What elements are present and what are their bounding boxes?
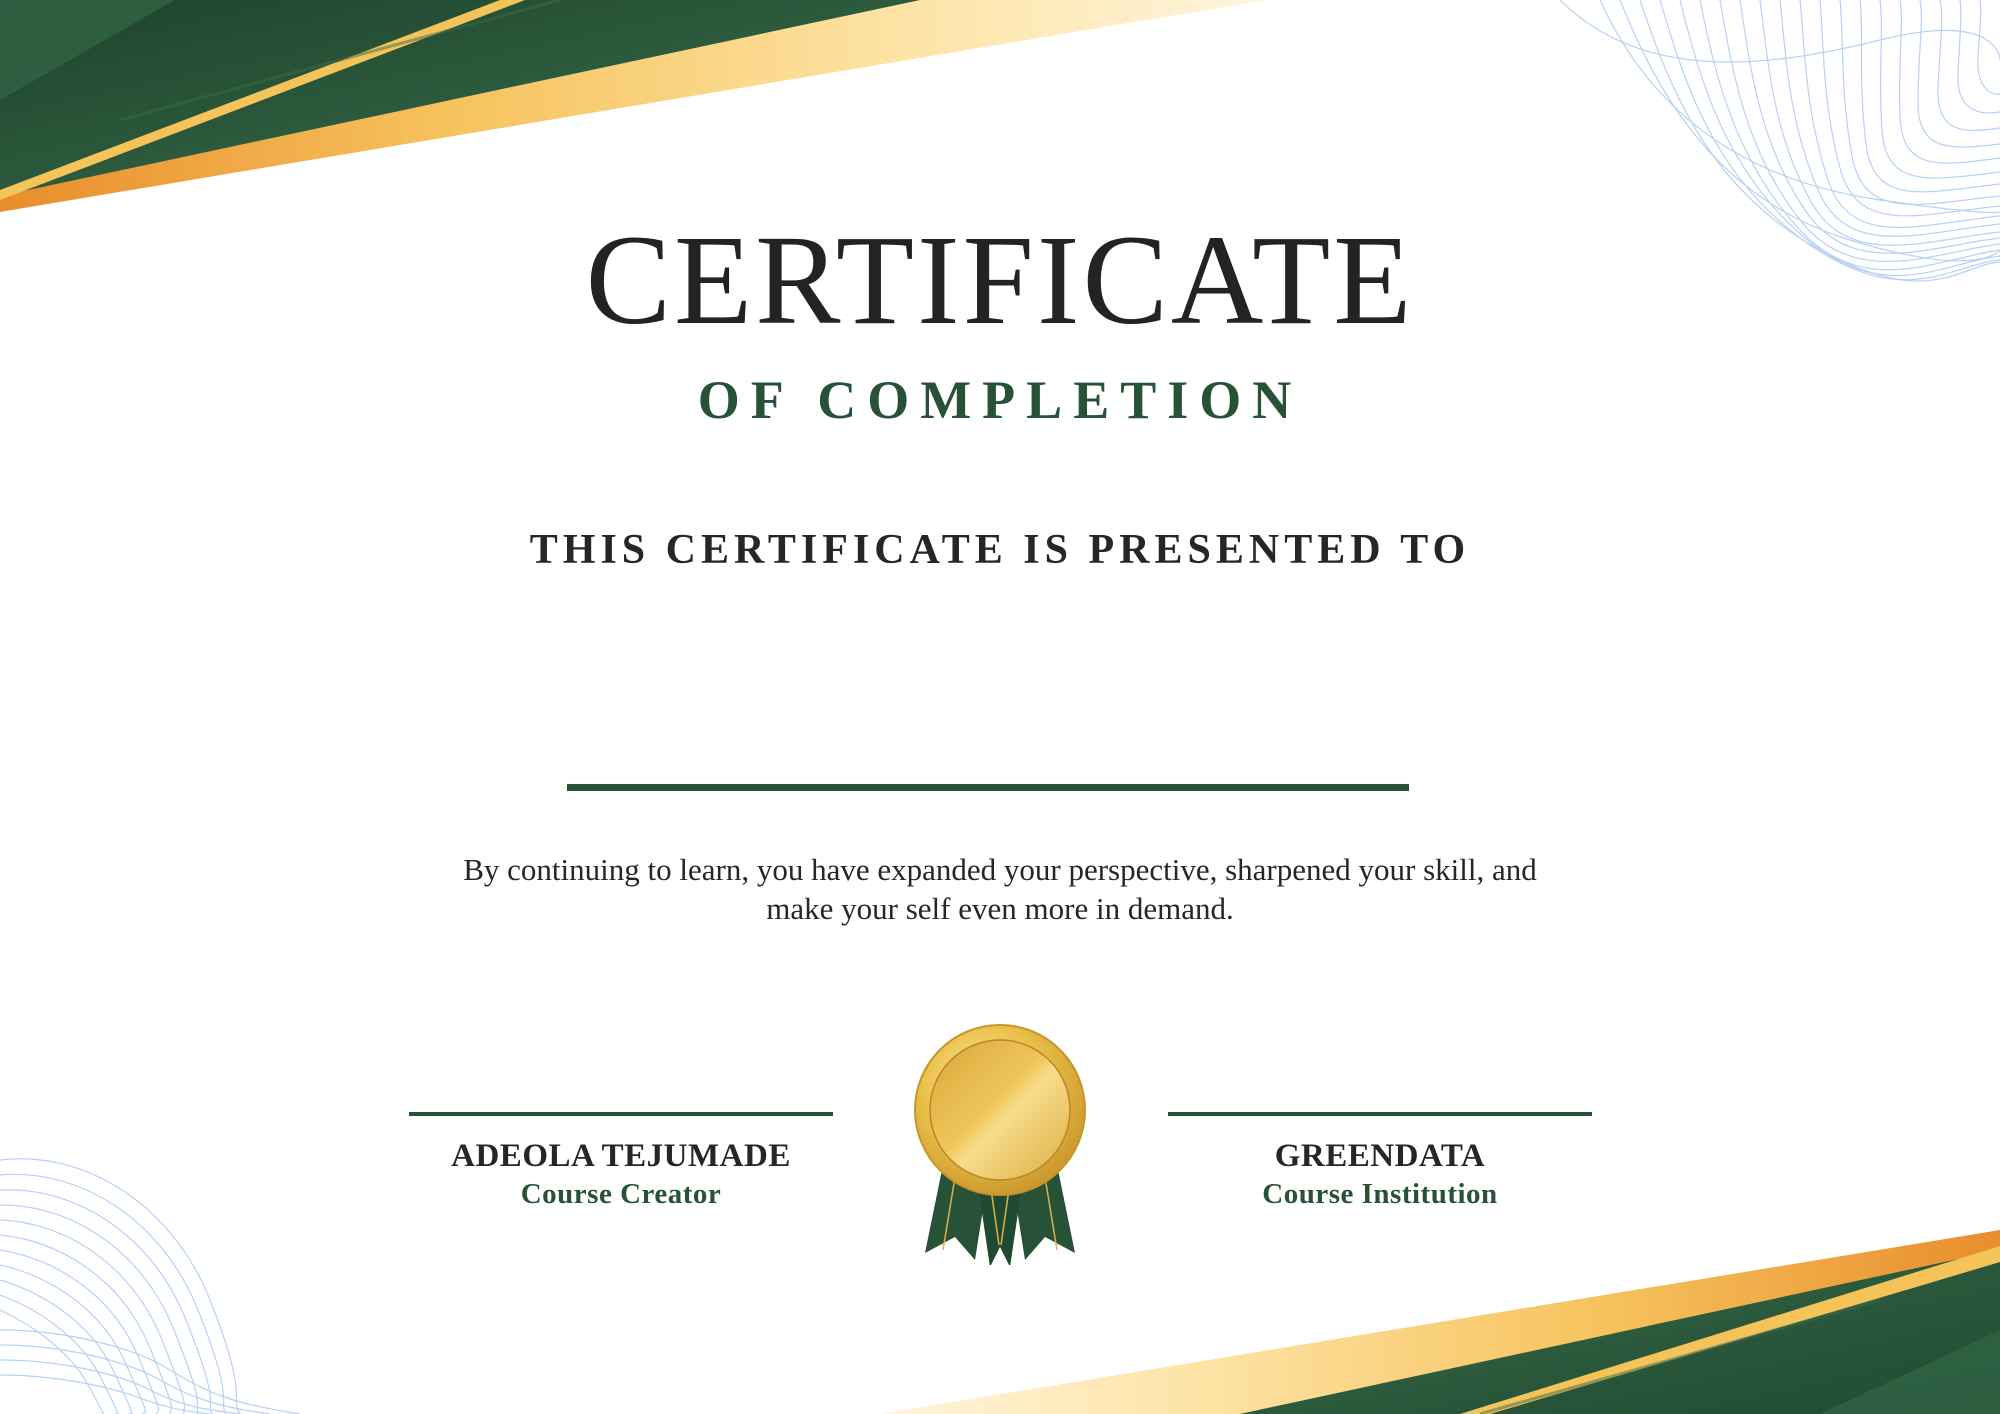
signatory-role: Course Creator [520,1178,722,1210]
recipient-name-line [567,784,1409,791]
gold-medal-seal-icon [905,1015,1095,1265]
signature-line [409,1112,833,1116]
certificate-title: CERTIFICATE [585,209,1415,351]
presented-to-heading: THIS CERTIFICATE IS PRESENTED TO [529,527,1471,573]
certificate-subtitle: OF COMPLETION [697,370,1303,430]
signatory-name: GREENDATA [1274,1138,1486,1174]
signatory-role: Course Institution [1262,1178,1498,1210]
signature-block-creator [406,1112,836,1212]
top-left-corner-decoration [0,0,1265,212]
signatory-name: ADEOLA TEJUMADE [451,1138,791,1174]
certificate-message: By continuing to learn, you have expanded your perspective, sharpened your skill, and make your self even more in demand. [463,852,1537,926]
signature-line [1168,1112,1592,1116]
signature-block-institution [1165,1112,1595,1212]
bottom-left-wave-pattern [0,1159,300,1414]
